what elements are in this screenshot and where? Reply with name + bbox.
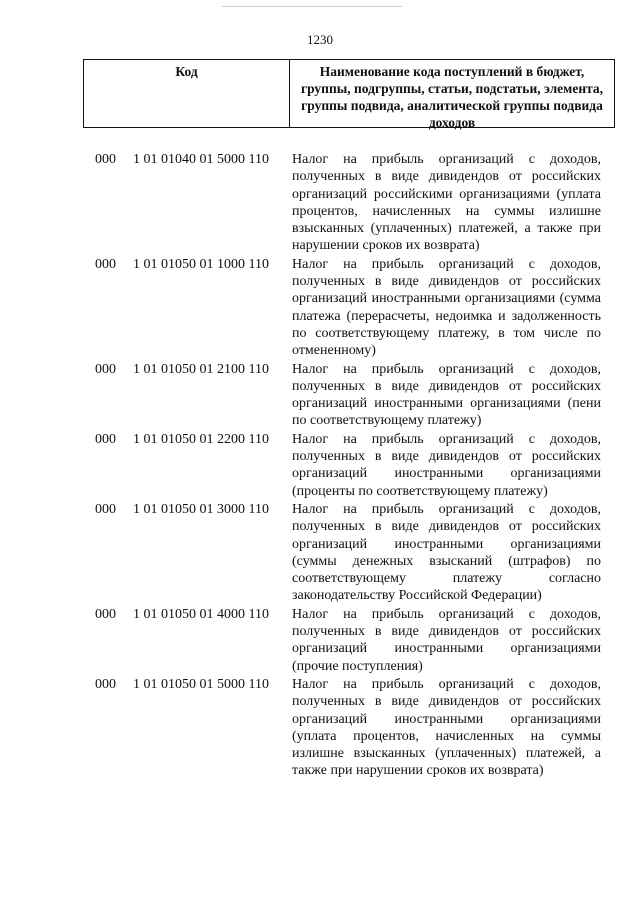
- column-header-name: Наименование кода поступлений в бюджет, группы, подгруппы, статьи, подстатьи, элемента, группы подвида, аналитической группы подвида доходов: [300, 64, 604, 130]
- admin-code: 000: [95, 606, 116, 622]
- revenue-description: Налог на прибыль организаций с доходов, полученных в виде дивидендов от российских организаций иностранными организациями (сумма платежа (перерасчеты, недоимка и задолженность по соответствующему платежу, в том числе по отмененному): [292, 256, 601, 359]
- column-header-code: Код: [84, 60, 290, 127]
- table-row: [0, 256, 640, 360]
- admin-code: 000: [95, 152, 116, 167]
- revenue-code-list: [0, 151, 640, 781]
- revenue-description: Налог на прибыль организаций с доходов, полученных в виде дивидендов от российских организаций иностранными организациями (проценты по соответствующему платежу): [292, 431, 601, 499]
- revenue-code: 1 01 01050 01 2100 110: [133, 361, 269, 377]
- revenue-code: 1 01 01050 01 4000 110: [133, 606, 269, 622]
- revenue-code: 1 01 01050 01 5000 110: [133, 676, 269, 692]
- admin-code: 000: [95, 361, 116, 377]
- revenue-description: Налог на прибыль организаций с доходов, полученных в виде дивидендов от российских организаций иностранными организациями (уплата процентов, начисленных на суммы излишне взысканных (уплаченных) платежей, а также при нарушении сроков их возврата): [292, 676, 601, 779]
- table-row: [0, 151, 640, 255]
- revenue-code: 1 01 01050 01 1000 110: [133, 256, 269, 272]
- revenue-code: 1 01 01040 01 5000 110: [133, 152, 269, 167]
- page-number: 1230: [307, 32, 333, 47]
- admin-code: 000: [95, 676, 116, 692]
- revenue-description: Налог на прибыль организаций с доходов, полученных в виде дивидендов от российских организаций российскими организациями (уплата процентов, начисленных на суммы излишне взысканных (уплаченных) платежей, а также при нарушении сроков их возврата): [292, 152, 601, 254]
- scan-edge-line: [222, 6, 402, 7]
- table-row: [0, 606, 640, 675]
- revenue-code: 1 01 01050 01 3000 110: [133, 501, 269, 517]
- admin-code: 000: [95, 431, 116, 447]
- table-header: [83, 59, 615, 128]
- admin-code: 000: [95, 256, 116, 272]
- revenue-description: Налог на прибыль организаций с доходов, полученных в виде дивидендов от российских организаций иностранными организациями (пени по соответствующему платежу): [292, 361, 601, 429]
- table-row: [0, 676, 640, 780]
- table-row: [0, 361, 640, 430]
- revenue-description: Налог на прибыль организаций с доходов, полученных в виде дивидендов от российских организаций иностранными организациями (суммы денежных взысканий (штрафов) по соответствующему платежу согласно законодательству Российской Федерации): [292, 501, 601, 604]
- table-row: [0, 431, 640, 500]
- revenue-description: Налог на прибыль организаций с доходов, полученных в виде дивидендов от российских организаций иностранными организациями (прочие поступления): [292, 606, 601, 674]
- admin-code: 000: [95, 501, 116, 517]
- table-row: [0, 501, 640, 605]
- revenue-code: 1 01 01050 01 2200 110: [133, 431, 269, 447]
